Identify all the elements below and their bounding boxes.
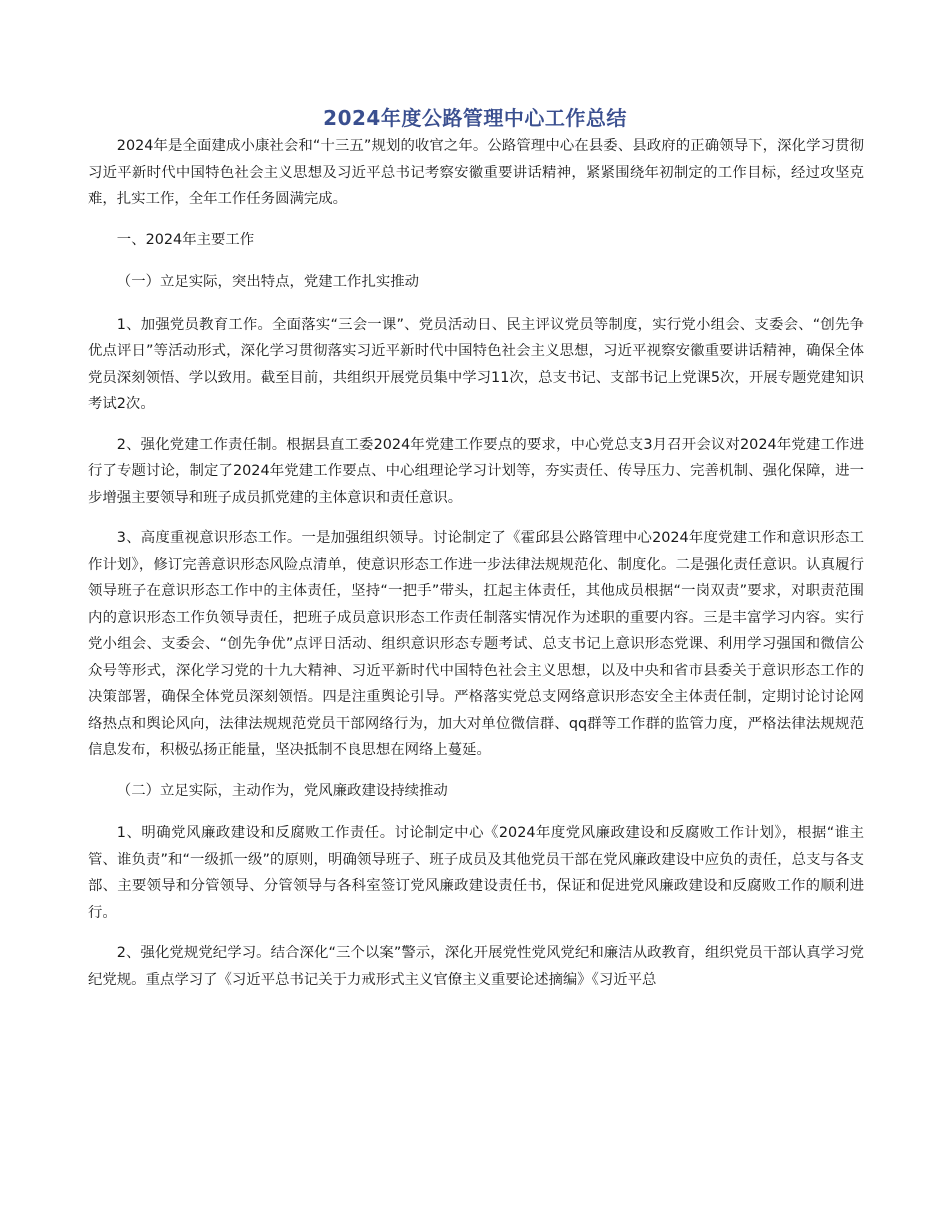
- document-title: 2024年度公路管理中心工作总结: [323, 106, 627, 130]
- paragraph-2-2: 2、强化党规党纪学习。结合深化“三个以案”警示，深化开展党性党风党纪和廉洁从政教育，组织党员干部认真学习党纪党规。重点学习了《习近平总书记关于力戒形式主义官僚主义重要论述摘编》《习近平总: [88, 945, 864, 988]
- paragraph-1-3: 3、高度重视意识形态工作。一是加强组织领导。讨论制定了《霍邱县公路管理中心2024年度党建工作和意识形态工作计划》，修订完善意识形态风险点清单，使意识形态工作进一步法律法规规范化、制度化。二是强化责任意识。认真履行领导班子在意识形态工作中的主体责任，坚持“一把手”带头，扛起主体责任，其他成员根据“一岗双责”要求，对职责范围内的意识形态工作负领导责任，把班子成员意识形态工作责任制落实情况作为述职的重要内容。三是丰富学习内容。实行党小组会、支委会、“创先争优”点评日活动、组织意识形态专题考试、总支书记上意识形态党课、利用学习强国和微信公众号等形式，深化学习党的十九大精神、习近平新时代中国特色社会主义思想，以及中央和省市县委关于意识形态工作的决策部署，确保全体党员深刻领悟。四是注重舆论引导。严格落实党总支网络意识形态安全主体责任制，定期讨论讨论网络热点和舆论风向，法律法规规范党员干部网络行为，加大对单位微信群、qq群等工作群的监管力度，严格法律法规规范信息发布，积极弘扬正能量，坚决抵制不良思想在网络上蔓延。: [88, 530, 864, 758]
- section-heading-1: 一、2024年主要工作: [116, 231, 255, 248]
- subsection-heading-1: （一）立足实际，突出特点，党建工作扎实推动: [116, 274, 420, 290]
- document-body: [88, 133, 864, 1007]
- paragraph-1-1: 1、加强党员教育工作。全面落实“三会一课”、党员活动日、民主评议党员等制度，实行党小组会、支委会、“创先争优点评日”等活动形式，深化学习贯彻落实习近平新时代中国特色社会主义思想，习近平视察安徽重要讲话精神，确保全体党员深刻领悟、学以致用。截至目前，共组织开展党员集中学习11次，总支书记、支部书记上党课5次，开展专题党建知识考试2次。: [88, 316, 864, 412]
- intro-paragraph: 2024年是全面建成小康社会和“十三五”规划的收官之年。公路管理中心在县委、县政府的正确领导下，深化学习贯彻习近平新时代中国特色社会主义思想及习近平总书记考察安徽重要讲话精神，紧紧围绕年初制定的工作目标，经过攻坚克难，扎实工作，全年工作任务圆满完成。: [88, 138, 864, 207]
- subsection-heading-2: （二）立足实际，主动作为，党风廉政建设持续推动: [116, 782, 448, 799]
- paragraph-1-2: 2、强化党建工作责任制。根据县直工委2024年党建工作要点的要求，中心党总支3月召开会议对2024年党建工作进行了专题讨论，制定了2024年党建工作要点、中心组理论学习计划等，夯实责任、传导压力、完善机制、强化保障，进一步增强主要领导和班子成员抓党建的主体意识和责任意识。: [88, 436, 864, 506]
- paragraph-2-1: 1、明确党风廉政建设和反腐败工作责任。讨论制定中心《2024年度党风廉政建设和反腐败工作计划》，根据“谁主管、谁负责”和“一级抓一级”的原则，明确领导班子、班子成员及其他党员干部在党风廉政建设中应负的责任，总支与各支部、主要领导和分管领导、分管领导与各科室签订党风廉政建设责任书，保证和促进党风廉政建设和反腐败工作的顺利进行。: [88, 825, 864, 921]
